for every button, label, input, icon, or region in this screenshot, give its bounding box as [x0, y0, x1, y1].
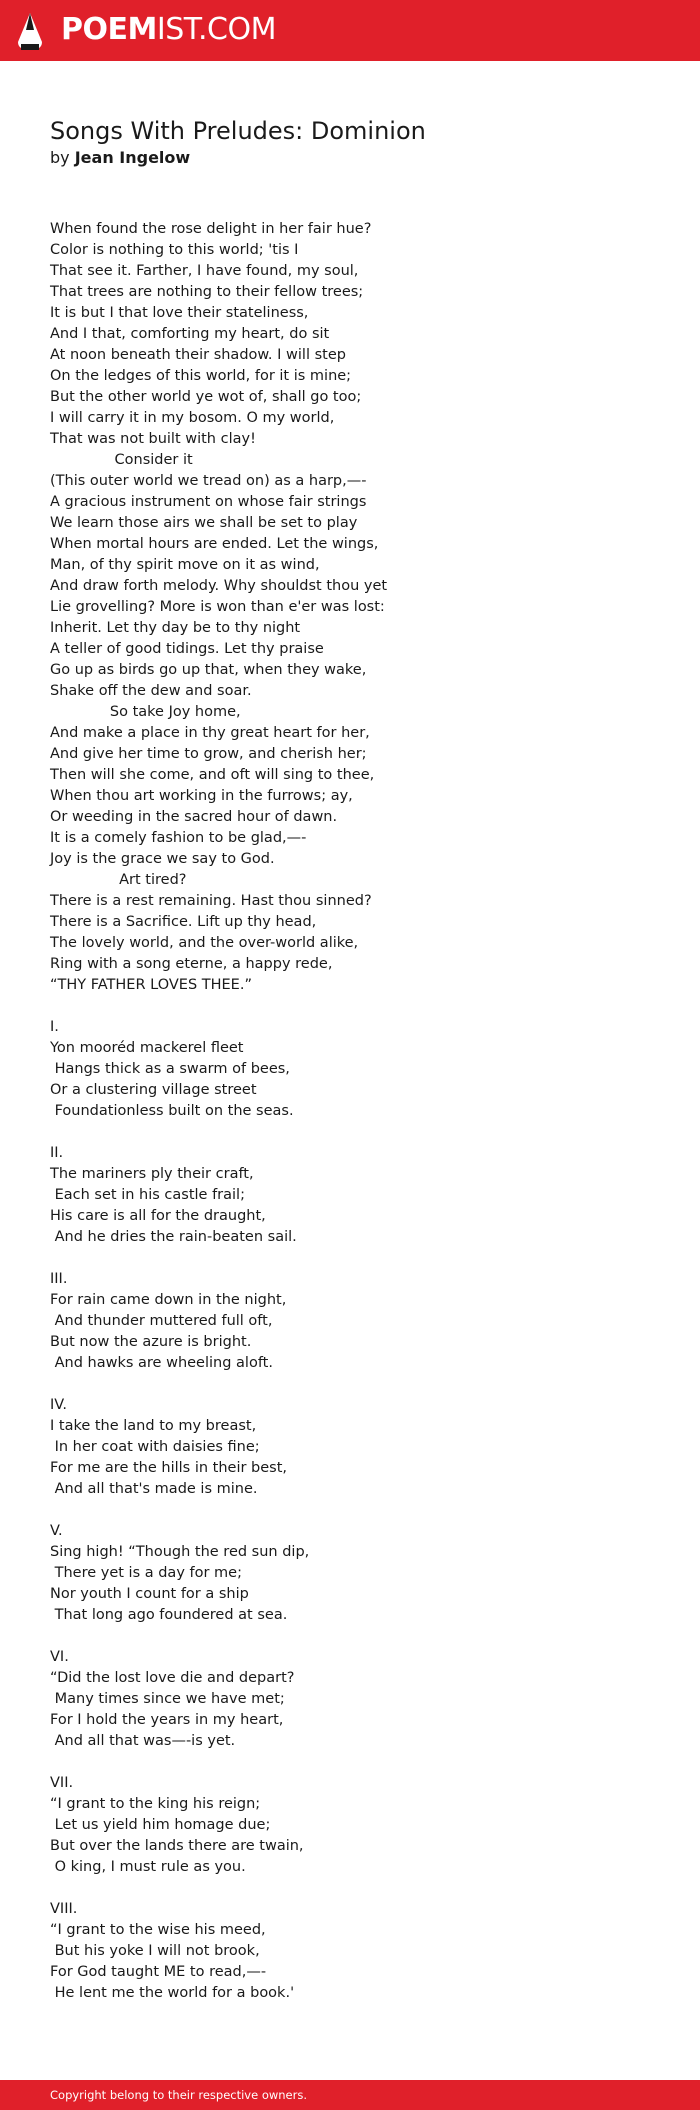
by-label: by — [50, 148, 70, 167]
site-footer — [0, 2080, 700, 2110]
brand-light: IST.COM — [156, 12, 276, 47]
author-name[interactable]: Jean Ingelow — [74, 148, 191, 167]
site-logo[interactable] — [61, 12, 276, 48]
copyright-text: Copyright belong to their respective owners. — [50, 2088, 308, 2102]
poem-text: When found the rose delight in her fair hue? Color is nothing to this world; 'tis I That see it. Farther, I have found, my soul, That trees are nothing to their fellow trees; It is but I that love their stateliness, And I that, comforting my heart, do sit At noon beneath their shadow. I will step On the ledges of this world, for it is mine; But the other world ye wot of, shall go too; I will carry it in my bosom. O my world, That was not built with clay! Consider it (This outer world we tread on) as a harp,—- A gracious instrument on whose fair strings We learn those airs we shall be set to play When mortal hours are ended. Let the wings, Man, of thy spirit move on it as wind, And draw forth melody. Why shouldst thou yet Lie grovelling? More is won than e'er was lost: Inherit. Let thy day be to thy night A teller of good tidings. Let thy praise Go up as birds go up that, when they wake, Shake off the dew and soar. So take Joy home, And make a place in thy great heart for her, And give her time to grow, and cherish her; Then will she come, and oft will sing to thee, When thou art working in the furrows; ay, Or weeding in the sacred hour of dawn. It is a comely fashion to be glad,—- Joy is the grace we say to God. Art tired? There is a rest remaining. Hast thou sinned? There is a Sacrifice. Lift up thy head, The lovely world, and the over-world alike, Ring with a song eterne, a happy rede, “THY FATHER LOVES THEE.” I. Yon mooréd mackerel fleet Hangs thick as a swarm of bees, Or a clustering village street Foundationless built on the seas. II. The mariners ply their craft, Each set in his castle frail; His care is all for the draught, And he dries the rain-beaten sail. III. For rain came down in the night, And thunder muttered full oft, But now the azure is bright. And hawks are wheeling aloft. IV. I take the land to my breast, In her coat with daisies fine; For me are the hills in their best, And all that's made is mine. V. Sing high! “Though the red sun dip, There yet is a day for me; Nor youth I count for a ship That long ago foundered at sea. VI. “Did the lost love die and depart? Many times since we have met; For I hold the years in my heart, And all that was—-is yet. VII. “I grant to the king his reign; Let us yield him homage due; But over the lands there are twain, O king, I must rule as you. VIII. “I grant to the wise his meed, But his yoke I will not brook, For God taught ME to read,—- He lent me the world for a book.' — [50, 221, 388, 2001]
brand-bold: POEM — [61, 12, 157, 47]
byline — [50, 147, 190, 169]
site-header — [0, 0, 700, 61]
poem-title: Songs With Preludes: Dominion — [50, 117, 426, 145]
pen-nib-icon[interactable] — [15, 12, 45, 51]
